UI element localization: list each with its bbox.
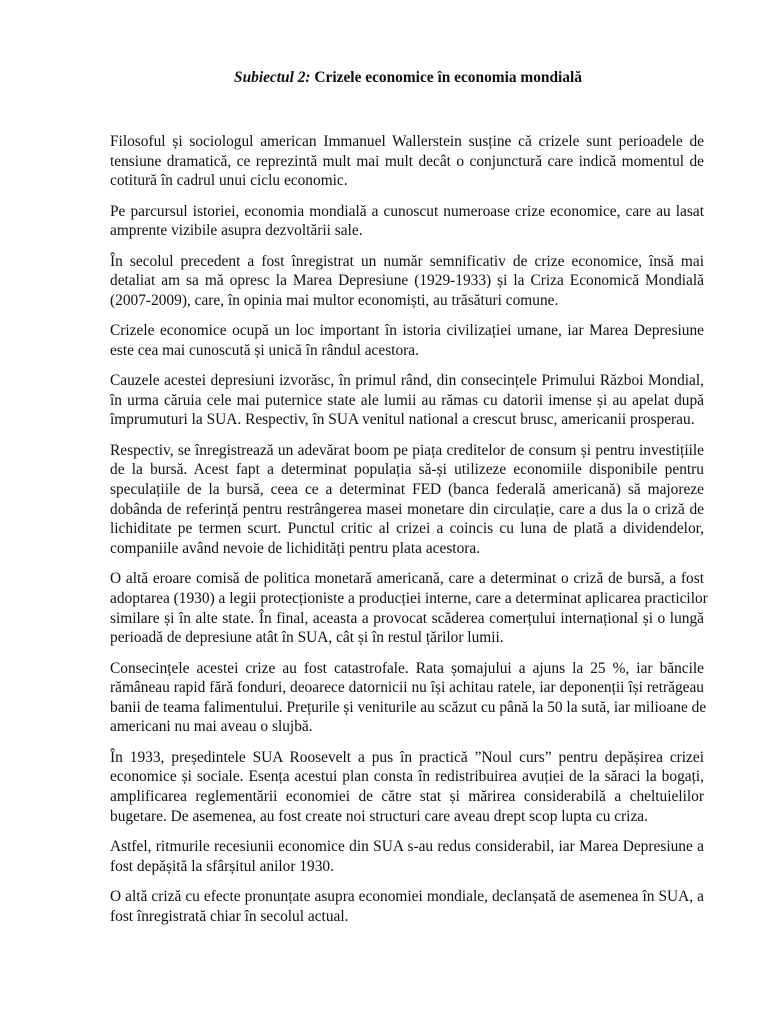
paragraph-line: În secolul precedent a fost înregistrat un număr semnificativ de crize economice, însă mai <box>110 252 704 270</box>
paragraph-line: adoptarea (1930) a legii protecționiste a producției interne, care a determinat aplicarea practicilor <box>110 589 708 607</box>
paragraph-line: O altă criză cu efecte pronunțate asupra economiei mondiale, declanșată de asemenea în SUA, a <box>110 888 704 906</box>
paragraph <box>110 321 704 360</box>
paragraph-line: tensiune dramatică, ce reprezintă mult mai mult decât o conjunctură care indică momentul de <box>110 152 704 170</box>
paragraph-line: împrumuturi la SUA. Respectiv, în SUA venitul national a crescut brusc, americanii prosperau. <box>110 411 695 429</box>
document-body <box>110 132 708 937</box>
paragraph-line: În 1933, președintele SUA Roosevelt a pus în practică ”Noul curs” pentru depășirea crizei <box>110 748 704 766</box>
paragraph-line: americani nu mai aveau o slujbă. <box>110 718 313 736</box>
paragraph-line: rămâneau rapid fără fonduri, deoarece datornicii nu își achitau ratele, iar deponenții își retrăgeau <box>110 679 704 697</box>
paragraph-line: fost înregistrată chiar în secolul actual. <box>110 907 349 925</box>
paragraph-line: bugetare. De asemenea, au fost create noi structuri care aveau drept scop lupta cu criza. <box>110 807 648 825</box>
paragraph-line: Filosoful și sociologul american Immanuel Wallerstein susține că crizele sunt perioadele de <box>110 133 704 150</box>
paragraph-line: perioadă de depresiune atât în SUA, cât și în restul țărilor lumii. <box>110 629 504 647</box>
paragraph-line: speculațiile de la bursă, ceea ce a determinat FED (banca federală americană) să majoreze <box>110 481 704 499</box>
paragraph-line: (2007-2009), care, în opinia mai multor economiști, au trăsături comune. <box>110 291 559 309</box>
title-subject-label: Subiectul 2: <box>234 69 311 86</box>
paragraph-line: detaliat am sa mă opresc la Marea Depresiune (1929-1933) și la Criza Economică Mondială <box>110 272 704 290</box>
paragraph-line: amprente vizibile asupra dezvoltării sale. <box>110 222 363 240</box>
paragraph <box>110 569 708 648</box>
paragraph-line: cotitură în cadrul unui ciclu economic. <box>110 172 348 190</box>
paragraph-line: similare și în alte state. În final, aceasta a provocat scăderea comerțului internațional și o lungă <box>110 609 704 627</box>
paragraph-line: lichiditate pe termen scurt. Punctul critic al crizei a coincis cu luna de plată a dividendelor, <box>110 520 704 538</box>
paragraph-line: Consecințele acestei crize au fost catastrofale. Rata șomajului a ajuns la 25 %, iar băncile <box>110 659 704 677</box>
paragraph-line: Respectiv, se înregistrează un adevărat boom pe piața creditelor de consum și pentru investițiile <box>110 441 704 459</box>
paragraph <box>110 202 704 241</box>
paragraph-line: companiile având nevoie de lichidități pentru plata acestora. <box>110 539 481 557</box>
paragraph-line: dobânda de referință pentru restrângerea masei monetare din circulație, care a dus la o criză de <box>110 500 704 518</box>
title-text: Crizele economice în economia mondială <box>314 69 582 86</box>
paragraph-line: banii de teama falimentului. Prețurile și veniturile au scăzut cu până la 50 la sută, iar milioane de <box>110 698 707 716</box>
paragraph-line: amplificarea reglementării economiei de către stat și mărirea considerabilă a cheltuielilor <box>110 788 704 806</box>
paragraph <box>110 371 704 430</box>
paragraph-line: de la bursă. Acest fapt a determinat populația să-și utilizeze economiile disponibile pentru <box>110 461 704 479</box>
paragraph <box>110 252 704 311</box>
paragraph-line: Cauzele acestei depresiuni izvorăsc, în primul rând, din consecințele Primului Război Mondial, <box>110 372 704 390</box>
paragraph-line: Crizele economice ocupă un loc important în istoria civilizației umane, iar Marea Depresiune <box>110 322 704 340</box>
paragraph <box>110 441 704 559</box>
document-title <box>110 68 706 88</box>
paragraph <box>110 837 704 876</box>
paragraph <box>110 887 704 926</box>
paragraph <box>110 748 704 827</box>
paragraph-line: este cea mai cunoscută și unică în rândul acestora. <box>110 341 419 359</box>
paragraph-line: Pe parcursul istoriei, economia mondială a cunoscut numeroase crize economice, care au lasat <box>110 202 704 220</box>
paragraph-line: în urma căruia cele mai puternice state ale lumii au rămas cu datorii imense și au apelat după <box>110 391 704 409</box>
paragraph <box>110 659 707 738</box>
paragraph-line: Astfel, ritmurile recesiunii economice din SUA s-au redus considerabil, iar Marea Depresiune a <box>110 838 704 856</box>
paragraph-line: O altă eroare comisă de politica monetară americană, care a determinat o criză de bursă, a fost <box>110 570 704 588</box>
paragraph-line: economice și sociale. Esența acestui plan consta în redistribuirea avuției de la săraci la bogați, <box>110 768 704 786</box>
paragraph <box>110 132 704 191</box>
paragraph-line: fost depășită la sfârșitul anilor 1930. <box>110 857 334 875</box>
